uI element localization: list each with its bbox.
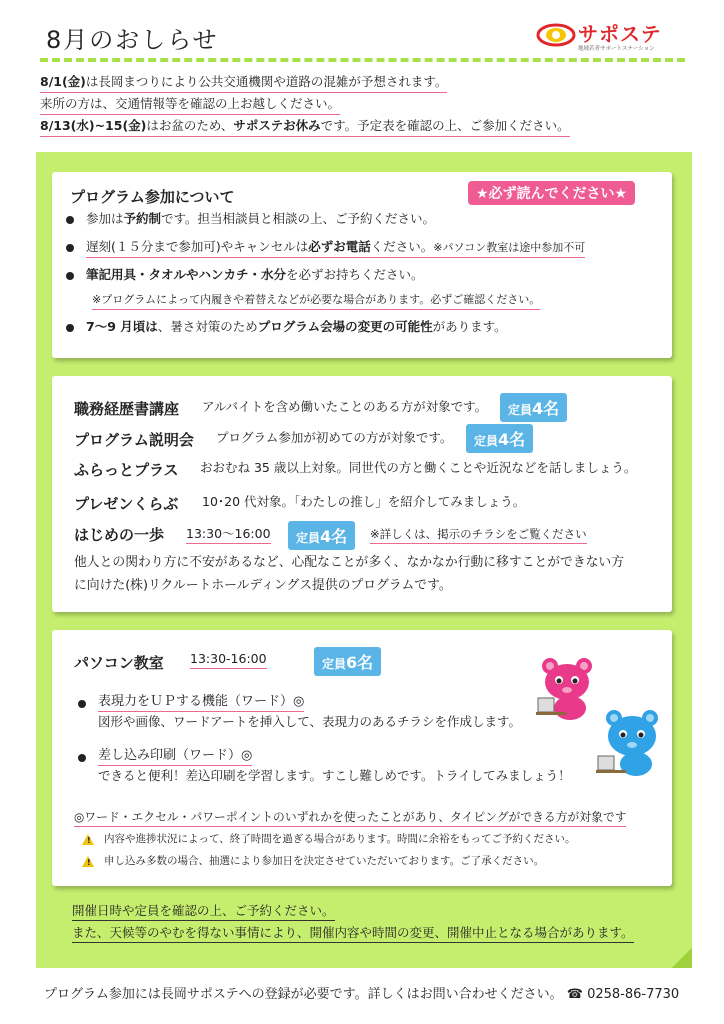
pc-item-desc: 図形や画像、ワードアートを挿入して、表現力のあるチラシを作成します。 [98, 714, 522, 729]
warning-text: 内容や進捗状況によって、終了時間を過ぎる場合があります。時間に余裕をもってご予約ください。 [104, 833, 576, 845]
program-desc: おおむね 35 歳以上対象。同世代の方と働くことや近況などを話しましょう。 [200, 460, 637, 475]
notice-line: 8/1(金)は長岡まつりにより公共交通機関や道路の混雑が予想されます。 [40, 72, 447, 93]
info-item: 7〜9 月頃は、暑さ対策のためプログラム会場の変更の可能性があります。 [86, 319, 507, 334]
pc-class-card [52, 630, 672, 886]
blue-bear-icon [596, 706, 670, 780]
programs-card [52, 376, 672, 612]
pc-item-title: 差し込み印刷（ワード）◎ [98, 747, 252, 766]
logo-text: サポステ [578, 22, 662, 46]
closing-note: 開催日時や定員を確認の上、ご予約ください。 [72, 902, 335, 921]
page-fold [672, 948, 692, 968]
must-read-badge: ★必ず読んでください★ [468, 181, 635, 205]
phone-number: 0258-86-7730 [587, 987, 680, 1002]
info-note: ※プログラムによって内履きや着替えなどが必要な場合があります。必ずご確認ください。 [92, 291, 540, 310]
program-desc: 10･20 代対象。「わたしの推し」を紹介してみましょう。 [202, 494, 526, 509]
warning-icon: ! [82, 834, 94, 845]
page-title: 8月のおしらせ [46, 26, 219, 54]
warning-text: 申し込み多数の場合、抽選により参加日を決定させていただいております。ご了承ください。 [104, 855, 545, 867]
logo [536, 18, 686, 54]
info-item: 遅刻(１５分まで参加可)やキャンセルは必ずお電話ください。※パソコン教室は途中参加不可 [86, 238, 585, 258]
phone-icon: ☎ [566, 987, 583, 1002]
program-name: 職務経歴書講座 [74, 400, 180, 418]
program-info-heading: プログラム参加について [70, 188, 235, 206]
bullet [66, 324, 74, 332]
pc-item-title: 表現力をＵＰする機能（ワード）◎ [98, 693, 304, 712]
footer [44, 983, 679, 1002]
bullet [78, 754, 86, 762]
capacity-badge: 定員6名 [314, 647, 381, 676]
bullet [66, 272, 74, 280]
pc-class-time: 13:30-16:00 [190, 650, 267, 669]
bullet [78, 700, 86, 708]
bullet [66, 244, 74, 252]
capacity-badge: 定員4名 [500, 393, 567, 422]
program-name: はじめの一歩 [74, 526, 165, 544]
info-item: 筆記用具・タオルやハンカチ・水分を必ずお持ちください。 [86, 267, 424, 282]
program-time: 13:30〜16:00 [186, 525, 271, 544]
capacity-badge: 定員4名 [466, 424, 533, 453]
logo-subtitle: 地域若者サポートステーション [578, 46, 655, 52]
footer-text: プログラム参加には長岡サポステへの登録が必要です。詳しくはお問い合わせください。 [44, 987, 563, 1002]
pc-item-desc: できると便利！差込印刷を学習します。すこし難しめです。トライしてみましょう！ [98, 768, 571, 783]
pc-class-title: パソコン教室 [74, 654, 164, 672]
capacity-badge: 定員4名 [288, 521, 355, 550]
info-item: 参加は予約制です。担当相談員と相談の上、ご予約ください。 [86, 211, 436, 226]
program-name: プレゼンくらぶ [74, 495, 179, 513]
hajime-desc: に向けた(株)リクルートホールディングス提供のプログラムです。 [74, 578, 452, 593]
program-note: ※詳しくは、掲示のチラシをご覧ください [370, 525, 587, 544]
warning-icon: ! [82, 856, 94, 867]
bullet [66, 216, 74, 224]
program-desc: プログラム参加が初めての方が対象です。 [216, 430, 453, 445]
hajime-desc: 他人との関わり方に不安があるなど、心配なことが多く、なかなか行動に移すことができない方 [74, 555, 625, 570]
notice-line: 来所の方は、交通情報等を確認の上お越しください。 [40, 94, 340, 115]
program-desc: アルバイトを含め働いたことのある方が対象です。 [202, 399, 488, 414]
program-name: プログラム説明会 [74, 431, 194, 449]
logo-mark-icon [536, 22, 576, 48]
closing-note: また、天候等のやむを得ない事情により、開催内容や時間の変更、開催中止となる場合があります。 [72, 924, 634, 943]
program-info-card [52, 172, 672, 358]
pc-requirement: ◎ワード・エクセル・パワーポイントのいずれかを使ったことがあり、タイピングができる方が対象です [74, 808, 626, 827]
title-divider [40, 58, 685, 62]
notice-line: 8/13(水)~15(金)はお盆のため、サポステお休みです。予定表を確認の上、ご参加ください。 [40, 116, 570, 137]
program-name: ふらっとプラス [74, 461, 179, 479]
